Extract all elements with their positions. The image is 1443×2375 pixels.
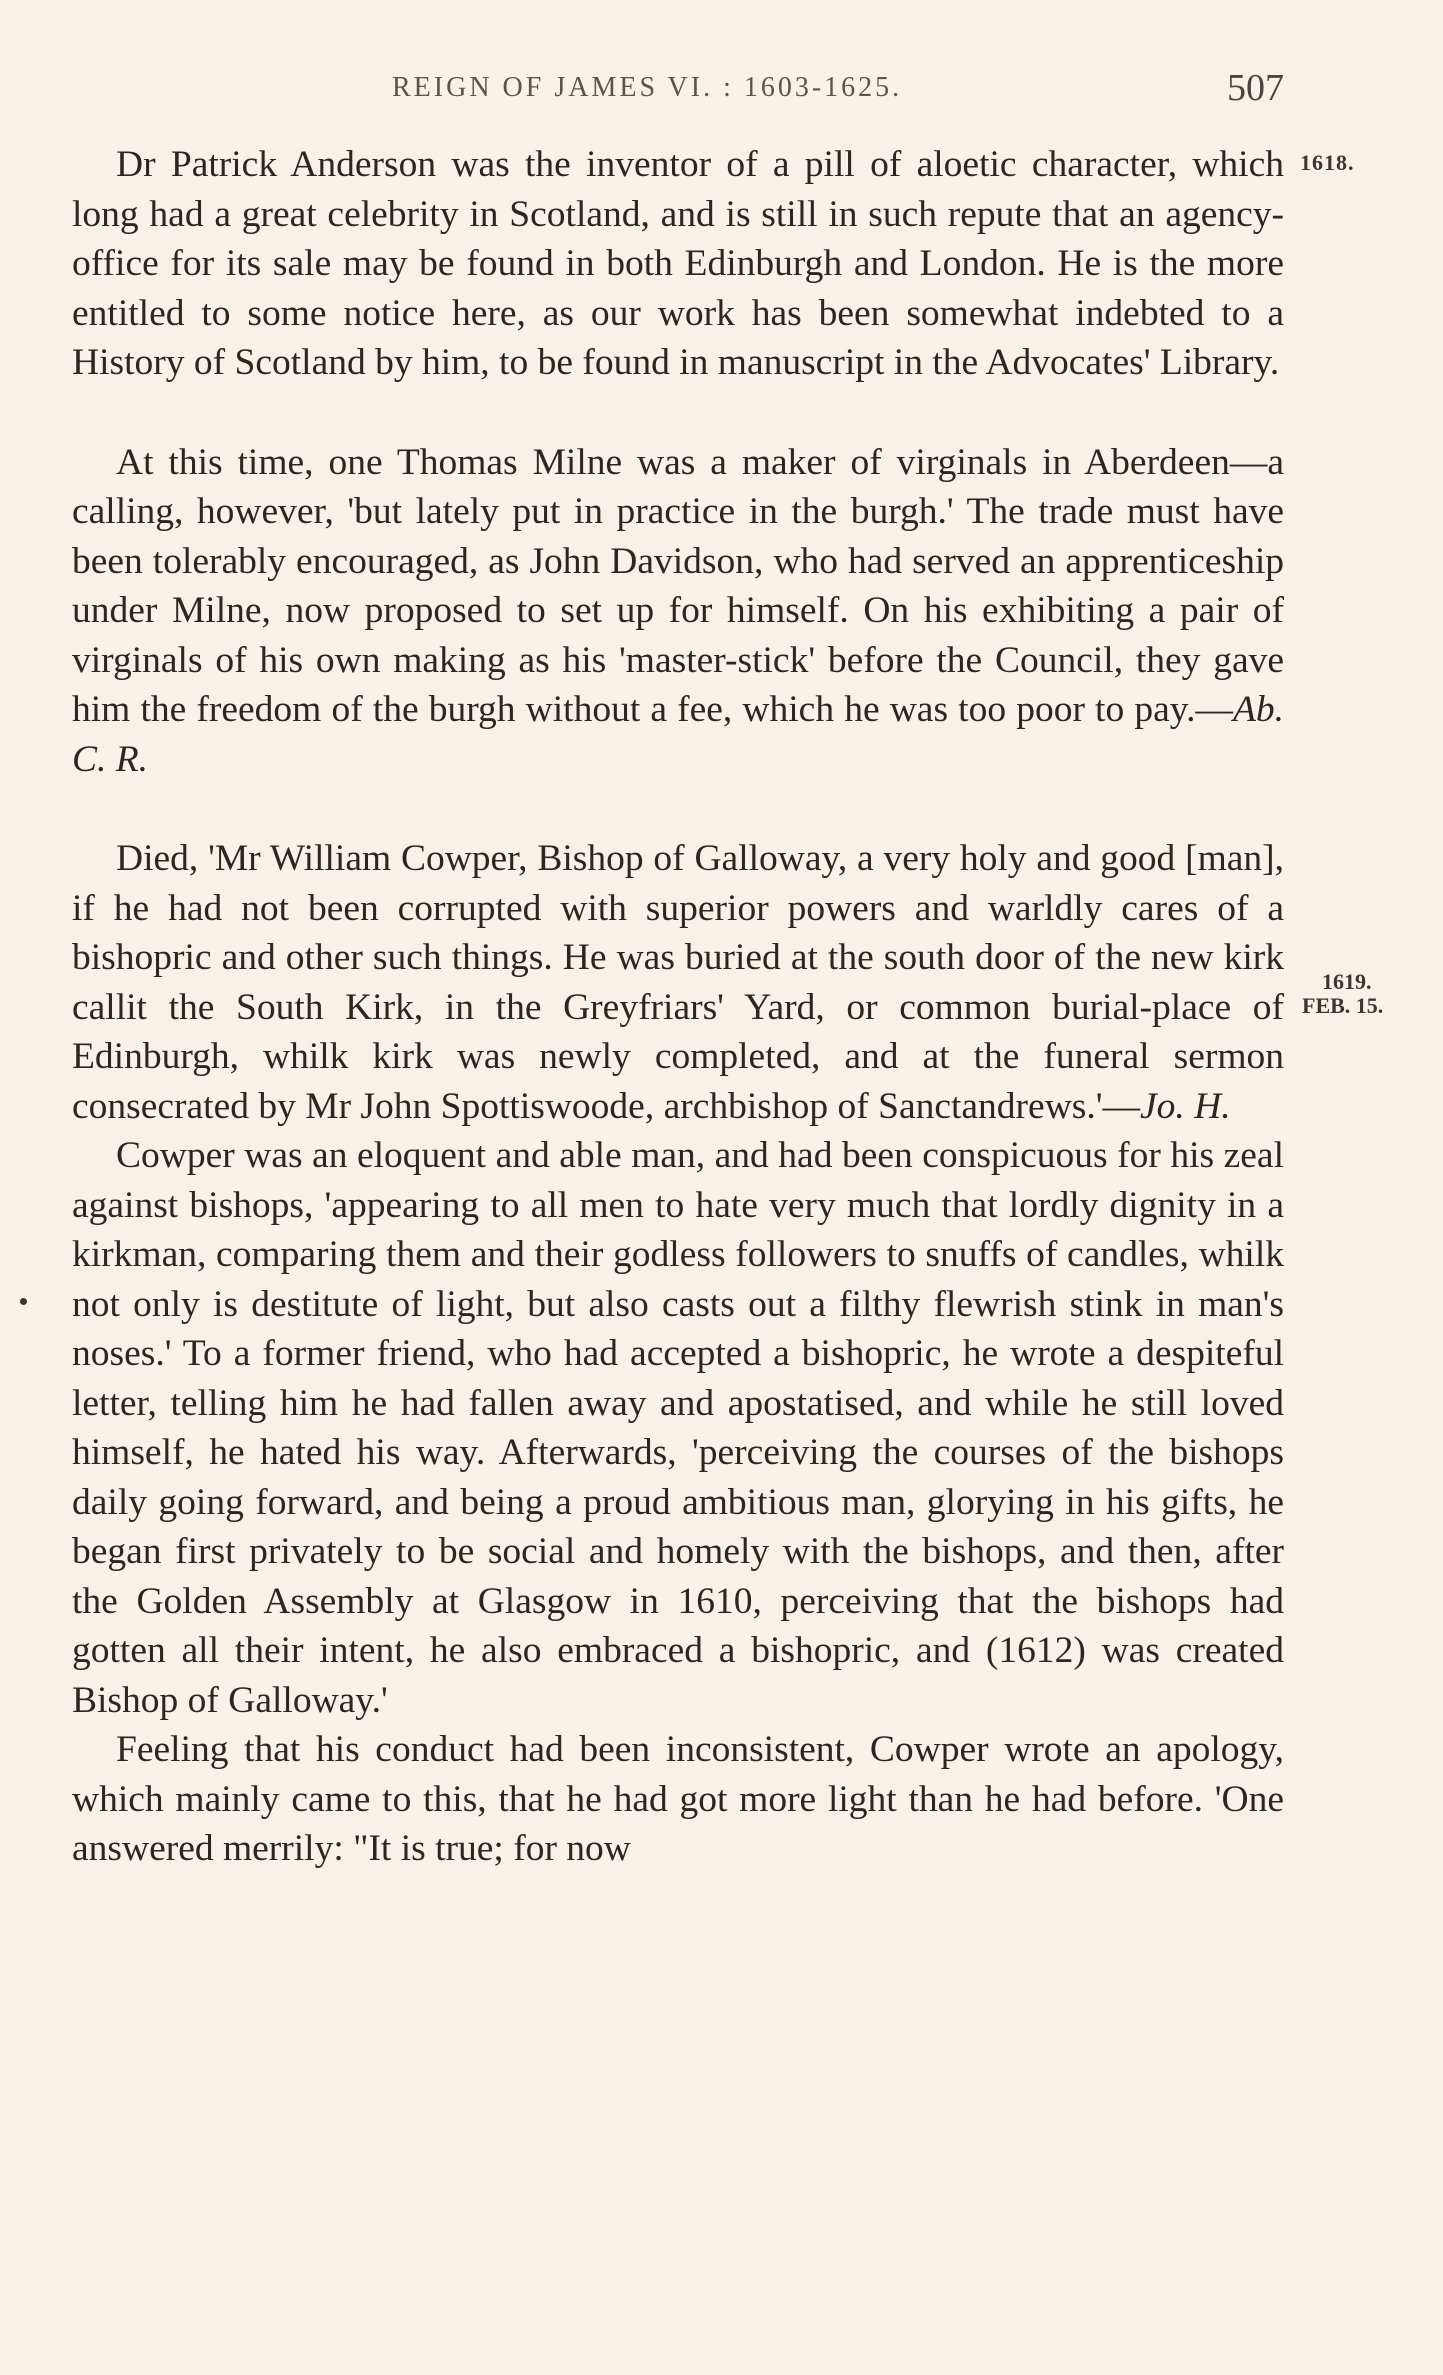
margin-note-year: 1619. [1322,969,1372,994]
paragraph-milne [72,438,1284,785]
margin-note-year: 1618. [1300,150,1355,175]
paragraph-anderson: Dr Patrick Anderson was the inventor of a pill of aloetic character, which long had a great celebrity in Scotland, and is still in such repute that an agency-office for its sale may be found in both Edinburgh and London. He is the more entitled to some notice here, as our work has been somewhat indebted to a History of Scotland by him, to be found in manuscript in the Advocates' Library. [72,144,1284,383]
paragraph-text: At this time, one Thomas Milne was a maker of virginals in Aberdeen—a calling, however, 'but lately put in practice in the burgh.' The trade must have been tolerably encouraged, as John Davidson, who had served an apprenticeship under Milne, now proposed to set up for himself. On his exhibiting a pair of virginals of his own making as his 'master-stick' before the Council, they gave him the freedom of the burgh without a fee, which he was too poor to pay.— [72,441,1284,730]
source-citation: Jo. H. [1140,1085,1231,1127]
text-column [72,140,1284,1874]
paragraph-cowper-character: Cowper was an eloquent and able man, and had been conspicuous for his zeal against bishops, 'appearing to all men to hate very much that lordly dignity in a kirkman, comparing them and their godless followers to snuffs of candles, whilk not only is destitute of light, but also casts out a filthy flewrish stink in man's noses.' To a former friend, who had accepted a bishopric, he wrote a despiteful letter, telling him he had fallen away and apostatised, and while he still loved himself, he hated his way. Afterwards, 'perceiving the courses of the bishops daily going forward, and being a proud ambitious man, glorying in his gifts, he began first privately to be social and homely with the bishops, and then, after the Golden Assembly at Glasgow in 1610, perceiving that the bishops had gotten all their intent, he also embraced a bishopric, and (1612) was created Bishop of Galloway.' [72,1135,1284,1721]
running-head [72,66,1284,126]
paragraph-text: Died, 'Mr William Cowper, Bishop of Galloway, a very holy and good [man], if he had not been corrupted with superior powers and warldly cares of a bishopric and other such things. He was buried at the south door of the new kirk callit the South Kirk, in the Greyfriars' Yard, or common burial-place of Edinburgh, whilk kirk was newly completed, and at the funeral sermon consecrated by Mr John Spottiswoode, archbishop of Sanctandrews.'— [72,838,1284,1127]
margin-note-date [1302,970,1383,1018]
margin-note-day: FEB. 15. [1302,993,1384,1018]
source-citation: Ab. C. R. [72,689,1284,780]
paragraph-cowper-apology: Feeling that his conduct had been inconsistent, Cowper wrote an apology, which mainly came to this, that he had got more light than he had before. 'One answered merrily: "It is true; for now [72,1729,1284,1869]
running-title: REIGN OF JAMES VI. : 1603-1625. [392,72,903,103]
ink-speck [20,1298,27,1305]
page-number: 507 [1227,67,1284,109]
paragraph-cowper-death [72,834,1284,1131]
